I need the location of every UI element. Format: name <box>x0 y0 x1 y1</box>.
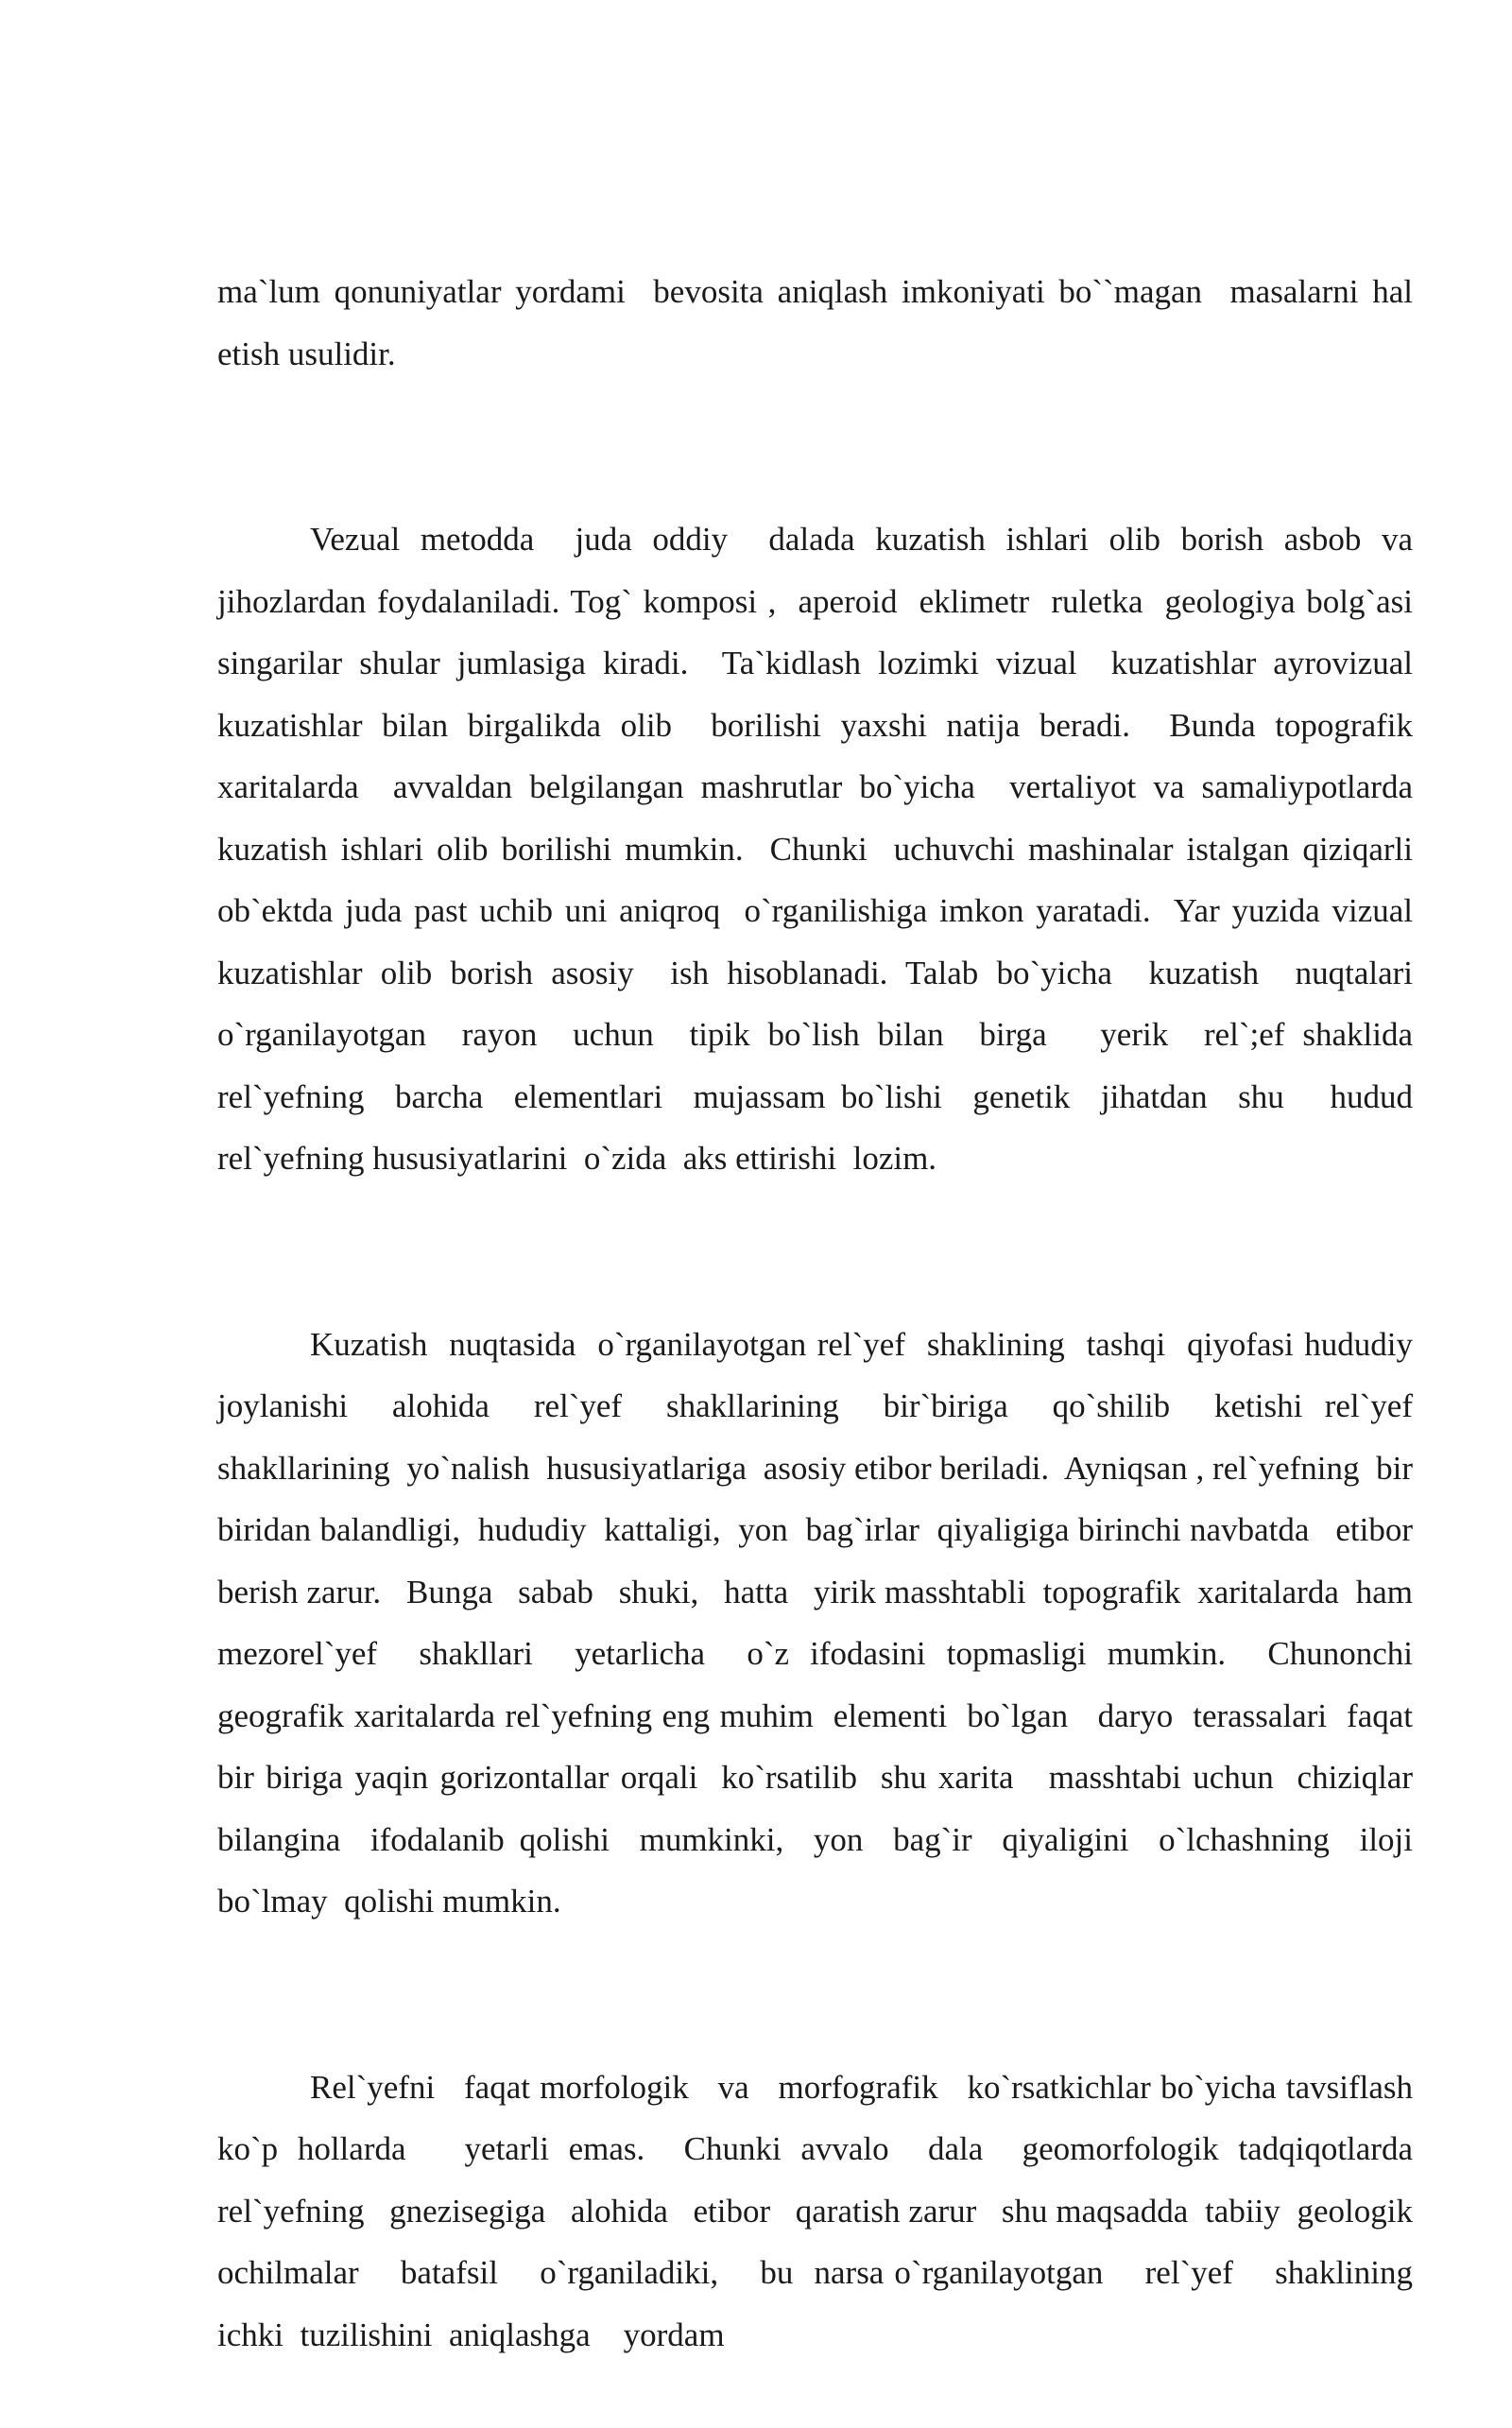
paragraph-1: ma`lum qonuniyatlar yordami bevosita aniqlash imkoniyati bo``magan masalarni hal etish usulidir. <box>217 273 1421 372</box>
document-page <box>217 137 1446 2428</box>
paragraph-2: Vezual metodda juda oddiy dalada kuzatish ishlari olib borish asbob va jihozlardan foydalaniladi. Tog` komposi , aperoid eklimetr ruletka geologiya bolg`asi singarilar shular jumlasiga kiradi. Ta`kidlash lozimki vizual kuzatishlar ayrovizual kuzatishlar bilan birgalikda olib borilishi yaxshi natija beradi. Bunda topografik xaritalarda avvaldan belgilangan mashrutlar bo`yicha vertaliyot va samaliypotlarda kuzatish ishlari olib borilishi mumkin. Chunki uchuvchi mashinalar istalgan qiziqarli ob`ektda juda past uchib uni aniqroq o`rganilishiga imkon yaratadi. Yar yuzida vizual kuzatishlar olib borish asosiy ish hisoblanadi. Talab bo`yicha kuzatish nuqtalari o`rganilayotgan rayon uchun tipik bo`lish bilan birga yerik rel`;ef shaklida rel`yefning barcha elementlari mujassam bo`lishi genetik jihatdan shu hudud rel`yefning hususiyatlarini o`zida aks ettirishi lozim. <box>217 521 1430 1177</box>
paragraph-4: Rel`yefni faqat morfologik va morfografik ko`rsatkichlar bo`yicha tavsiflash ko`p hollarda yetarli emas. Chunki avvalo dala geomorfologik tadqiqotlarda rel`yefning gnezisegiga alohida etibor qaratish zarur shu maqsadda tabiiy geologik ochilmalar batafsil o`rganiladiki, bu narsa o`rganilayotgan rel`yef shaklining ichki tuzilishini aniqlashga yordam <box>217 2068 1446 2353</box>
paragraph-3: Kuzatish nuqtasida o`rganilayotgan rel`yef shaklining tashqi qiyofasi hududiy joylanishi alohida rel`yef shakllarining bir`biriga qo`shilib ketishi rel`yef shakllarining yo`nalish hususiyatlariga asosiy etibor beriladi. Ayniqsan , rel`yefning bir biridan balandligi, hududiy kattaligi, yon bag`irlar qiyaligiga birinchi navbatda etibor berish zarur. Bunga sabab shuki, hatta yirik masshtabli topografik xaritalarda ham mezorel`yef shakllari yetarlicha o`z ifodasini topmasligi mumkin. Chunonchi geografik xaritalarda rel`yefning eng muhim elementi bo`lgan daryo terassalari faqat bir biriga yaqin gorizontallar orqali ko`rsatilib shu xarita masshtabi uchun chiziqlar bilangina ifodalanib qolishi mumkinki, yon bag`ir qiyaligini o`lchashning iloji bo`lmay qolishi mumkin. <box>217 1325 1438 1920</box>
